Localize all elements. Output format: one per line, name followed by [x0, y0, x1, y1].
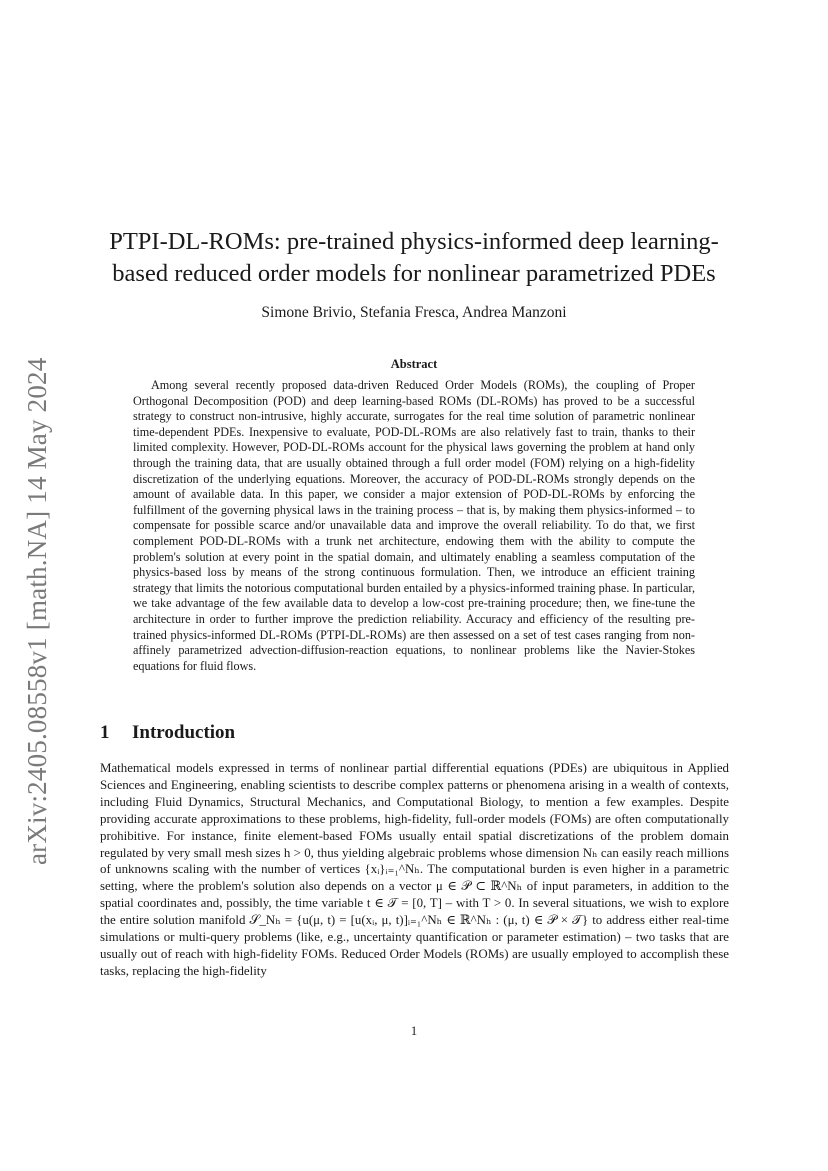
page-number: 1 — [410, 1024, 418, 1038]
introduction-text: Mathematical models expressed in terms of nonlinear partial differential equations (PDEs) are ubiquitous in Applied Sciences and Engineering, enabling scientists to describe complex patterns or phenomena arising in a wealth of contexts, including Fluid Dynamics, Structural Mechanics, and Computational Biology, to mention a few examples. Despite providing accurate approximations to these problems, high-fidelity, full-order models (FOMs) are often computationally prohibitive. For instance, finite element-based FOMs usually entail spatial discretizations of the problem domain regulated by very small mesh sizes h > 0, thus yielding algebraic problems whose dimension Nₕ can easily reach millions of unknowns scaling with the number of vertices {xᵢ}ᵢ₌₁^Nₕ. The computational burden is even higher in a parametric setting, where the problem's solution also depends on a vector μ ∈ 𝒫 ⊂ ℝ^Nₕ of input parameters, in addition to the spatial coordinates and, possibly, the time variable t ∈ 𝒯 = [0, T] – with T > 0. In several situations, we wish to explore the entire solution manifold 𝒮_Nₕ = {u(μ, t) = [u(xᵢ, μ, t)]ᵢ₌₁^Nₕ ∈ ℝ^Nₕ : (μ, t) ∈ 𝒫 × 𝒯} to address either real-time simulations or multi-query problems (like, e.g., uncertainty quantification or parameter estimation) – two tasks that are usually out of reach with high-fidelity FOMs. Reduced Order Models (ROMs) are usually employed to accomplish these tasks, replacing the high-fidelity — [100, 761, 729, 978]
section-number: 1 — [100, 722, 110, 743]
author-list: Simone Brivio, Stefania Fresca, Andrea Manzoni — [261, 304, 567, 321]
abstract-text: Among several recently proposed data-driven Reduced Order Models (ROMs), the coupling of Proper Orthogonal Decomposition (POD) and deep learning-based ROMs (DL-ROMs) has proved to be a successful strategy to construct non-intrusive, highly accurate, surrogates for the real time solution of parametric nonlinear time-dependent PDEs. Inexpensive to evaluate, POD-DL-ROMs are also relatively fast to train, thanks to their limited complexity. However, POD-DL-ROMs account for the physical laws governing the problem at hand only through the training data, that are usually obtained through a full order model (FOM) relying on a high-fidelity discretization of the underlying equations. Moreover, the accuracy of POD-DL-ROMs strongly depends on the amount of available data. In this paper, we consider a major extension of POD-DL-ROMs by enforcing the fulfillment of the governing physical laws in the training process – that is, by making them physics-informed – to compensate for possible scarce and/or unavailable data and improve the overall reliability. To do that, we first complement POD-DL-ROMs with a trunk net architecture, endowing them with the ability to compute the problem's solution at every point in the spatial domain, and ultimately enabling a seamless computation of the physics-based loss by means of the strong continuous formulation. Then, we introduce an efficient training strategy that limits the notorious computational burden entailed by a physics-informed training phase. In particular, we take advantage of the few available data to develop a low-cost pre-training procedure; then, we fine-tune the architecture in order to further improve the prediction reliability. Accuracy and efficiency of the resulting pre-trained physics-informed DL-ROMs (PTPI-DL-ROMs) are then assessed on a set of test cases ranging from non-affinely parametrized advection-diffusion-reaction equations, to nonlinear problems like the Navier-Stokes equations for fluid flows. — [133, 378, 695, 673]
section-title: Introduction — [132, 722, 236, 743]
paper-title: PTPI-DL-ROMs: pre-trained physics-informed deep learning-based reduced order models for nonlinear parametrized PDEs — [109, 228, 719, 287]
abstract-heading: Abstract — [390, 357, 438, 371]
section-heading — [100, 722, 235, 744]
arxiv-identifier: arXiv:2405.08558v1 [math.NA] 14 May 2024 — [22, 357, 52, 865]
